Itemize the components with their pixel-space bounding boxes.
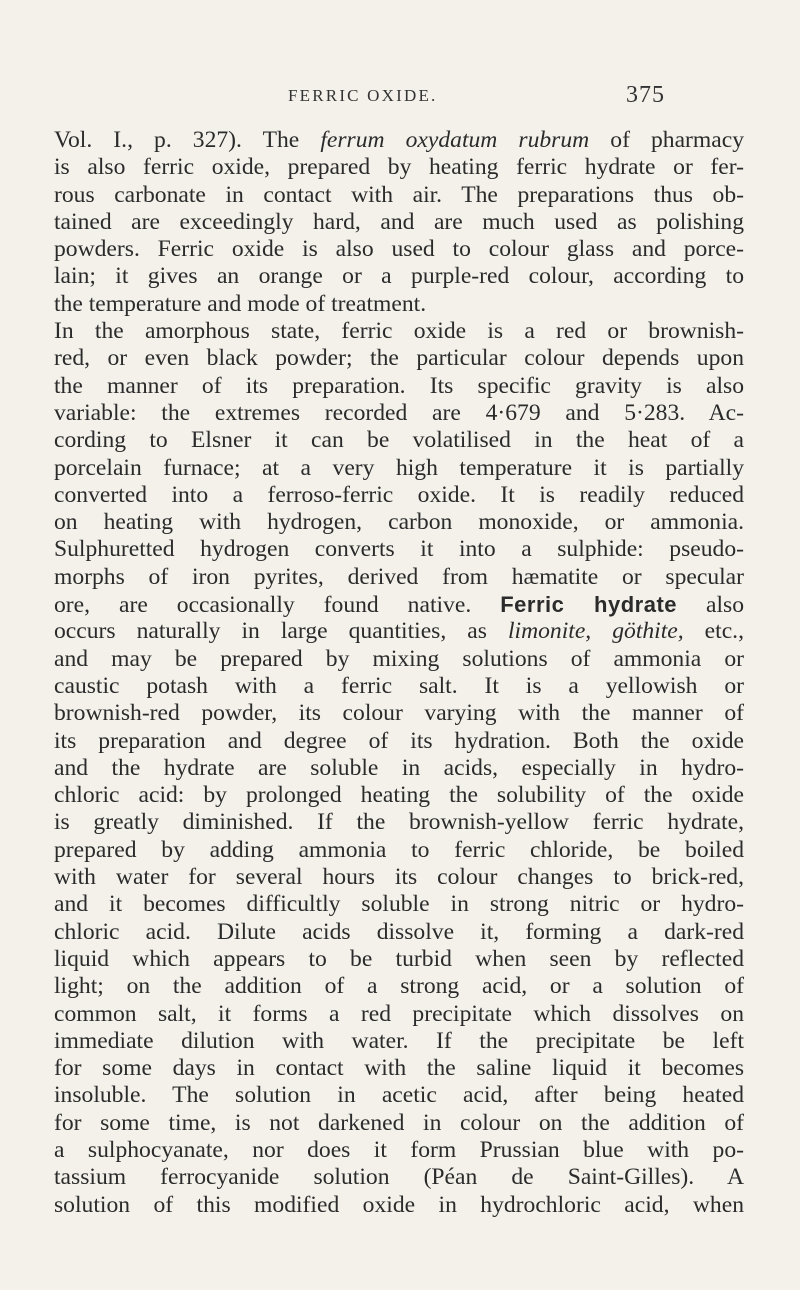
text-run: occurs naturally in large quantities, as: [54, 618, 508, 645]
text-line: [54, 919, 744, 946]
text-line: [54, 400, 744, 427]
text-line: [54, 1164, 744, 1191]
text-line: [54, 837, 744, 864]
text-run: solution of this modified oxide in hydrochloric acid, when: [54, 1191, 744, 1218]
text-line: [54, 236, 744, 263]
text-line: [54, 973, 744, 1000]
text-line: [54, 318, 744, 345]
bold-term: Ferric hydrate: [500, 592, 678, 618]
text-line: [54, 291, 744, 318]
text-line: [54, 263, 744, 290]
text-run: and may be prepared by mixing solutions of ammonia or: [54, 645, 744, 672]
text-line: [54, 1028, 744, 1055]
text-run: red, or even black powder; the particular colour depends upon: [54, 345, 744, 372]
text-run: In the amorphous state, ferric oxide is a red or brownish-: [54, 318, 744, 345]
text-line: [54, 154, 744, 181]
text-run: Vol. I., p. 327). The: [54, 127, 321, 153]
text-run: brownish-red powder, its colour varying with the manner of: [54, 700, 744, 727]
text-run: etc.,: [683, 618, 744, 645]
text-run: common salt, it forms a red precipitate which dissolves on: [54, 1000, 744, 1027]
text-line: [54, 427, 744, 454]
text-run: is greatly diminished. If the brownish-yellow ferric hydrate,: [54, 809, 744, 836]
text-line: [54, 1137, 744, 1164]
text-run: light; on the addition of a strong acid, or a solution of: [54, 973, 744, 1000]
text-run: and the hydrate are soluble in acids, especially in hydro-: [54, 754, 744, 781]
text-line: [54, 646, 744, 673]
text-run: its preparation and degree of its hydration. Both the oxide: [54, 727, 744, 754]
running-head: [0, 82, 800, 112]
text-run: the temperature and mode of treatment.: [54, 290, 427, 317]
text-line: [54, 1110, 744, 1137]
page-number: 375: [626, 82, 665, 108]
text-line: [54, 618, 744, 645]
running-title: FERRIC OXIDE.: [288, 86, 438, 105]
text-run: is also ferric oxide, prepared by heating ferric hydrate or fer-: [54, 154, 744, 181]
text-line: [54, 782, 744, 809]
text-run: of pharmacy: [589, 127, 744, 153]
text-run: cording to Elsner it can be volatilised in the heat of a: [54, 427, 744, 454]
text-line: [54, 345, 744, 372]
text-run: the manner of its preparation. Its specific gravity is also: [54, 372, 744, 399]
text-line: [54, 946, 744, 973]
text-line: [54, 755, 744, 782]
text-run: also: [677, 592, 744, 619]
text-line: [54, 809, 744, 836]
text-run: a sulphocyanate, nor does it form Prussian blue with po-: [54, 1136, 744, 1163]
text-line: [54, 455, 744, 482]
text-line: [54, 673, 744, 700]
text-line: [54, 536, 744, 563]
text-run: prepared by adding ammonia to ferric chloride, be boiled: [54, 836, 744, 863]
text-line: [54, 509, 744, 536]
text-run: morphs of iron pyrites, derived from hæmatite or specular: [54, 563, 744, 590]
text-line: [54, 1192, 744, 1219]
text-run: on heating with hydrogen, carbon monoxide, or ammonia.: [54, 509, 744, 536]
text-run: chloric acid. Dilute acids dissolve it, forming a dark-red: [54, 918, 744, 945]
body-text: [54, 127, 744, 1219]
italic-term: ferrum oxydatum rubrum: [320, 127, 590, 153]
italic-term: limonite, göthite,: [507, 618, 684, 645]
text-line: [54, 1001, 744, 1028]
text-line: [54, 864, 744, 891]
text-run: porcelain furnace; at a very high temperature it is partially: [54, 454, 744, 481]
text-line: [54, 482, 744, 509]
text-line: [54, 891, 744, 918]
text-line: [54, 591, 744, 618]
text-run: tained are exceedingly hard, and are much used as polishing: [54, 208, 744, 235]
text-line: [54, 373, 744, 400]
text-run: variable: the extremes recorded are 4·679 and 5·283. Ac-: [54, 399, 744, 426]
text-run: and it becomes difficultly soluble in strong nitric or hydro-: [54, 891, 744, 918]
text-run: immediate dilution with water. If the precipitate be left: [54, 1027, 744, 1054]
text-run: insoluble. The solution in acetic acid, after being heated: [54, 1082, 744, 1109]
text-line: [54, 1055, 744, 1082]
text-run: liquid which appears to be turbid when seen by reflected: [54, 945, 744, 972]
text-line: [54, 700, 744, 727]
text-line: [54, 127, 744, 154]
text-run: lain; it gives an orange or a purple-red colour, according to: [54, 263, 744, 290]
text-run: powders. Ferric oxide is also used to colour glass and porce-: [54, 236, 744, 263]
text-run: Sulphuretted hydrogen converts it into a sulphide: pseudo-: [54, 536, 744, 563]
text-run: with water for several hours its colour changes to brick-red,: [54, 864, 744, 891]
text-run: rous carbonate in contact with air. The preparations thus ob-: [54, 181, 744, 208]
text-run: tassium ferrocyanide solution (Péan de Saint-Gilles). A: [54, 1164, 744, 1191]
text-run: converted into a ferroso-ferric oxide. It is readily reduced: [54, 481, 744, 508]
text-run: for some days in contact with the saline liquid it becomes: [54, 1055, 744, 1082]
text-line: [54, 209, 744, 236]
text-line: [54, 1082, 744, 1109]
text-run: ore, are occasionally found native.: [54, 592, 501, 619]
text-run: chloric acid: by prolonged heating the solubility of the oxide: [54, 782, 744, 809]
text-run: for some time, is not darkened in colour on the addition of: [54, 1109, 744, 1136]
text-line: [54, 182, 744, 209]
text-line: [54, 564, 744, 591]
text-line: [54, 728, 744, 755]
text-run: caustic potash with a ferric salt. It is a yellowish or: [54, 672, 744, 699]
